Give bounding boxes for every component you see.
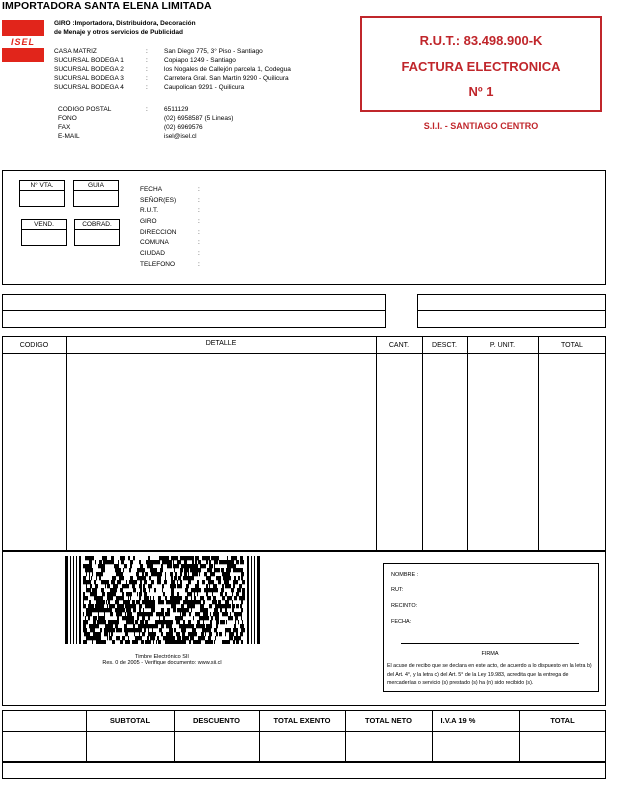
col-punit: P. UNIT.	[489, 342, 516, 349]
reference-box-right	[417, 294, 606, 328]
receipt-box: NOMBRE : RUT: RECINTO: FECHA: FIRMA El acuse de recibo que se declara en este acto, de acuerdo a lo dispuesto en la letra b) del Art. 4°, y la letra c) del Art. 5° de la Ley 19.983, acredita que la entrega de mercaderías o servicio (s) prestado (s) ha (n) sido recibido (s).	[383, 563, 599, 692]
items-table	[2, 336, 606, 551]
client-fields: FECHA : SEÑOR(ES) : R.U.T. : GIRO : DIRECCION : COMUNA : CIUDAD : TELEFONO :	[140, 186, 200, 268]
col-total: TOTAL	[561, 342, 583, 349]
receipt-note: El acuse de recibo que se declara en este acto, de acuerdo a lo dispuesto en la letra b) del Art. 4°, y la letra c) del Art. 5° de la Ley 19.983, acredita que la entrega de mercaderías o servicio (s) prestado (s) ha (n) sido recibido (s).	[387, 663, 592, 686]
total-total: TOTAL	[550, 716, 575, 725]
signature-label: FIRMA	[481, 651, 499, 657]
logo-text: ISEL	[2, 37, 44, 47]
pdf417-barcode-icon	[65, 556, 261, 644]
company-contacts: CODIGO POSTAL : 6511129 FONO (02) 6958587 (5 Lineas) FAX (02) 6969576 E-MAIL isel@isel.cl	[58, 106, 234, 140]
rut-box	[360, 16, 602, 112]
sii-office: S.I.I. - SANTIAGO CENTRO	[423, 121, 539, 131]
col-cant: CANT.	[388, 342, 410, 349]
vta-box: N° VTA.	[19, 180, 65, 207]
document-type: FACTURA ELECTRONICA	[401, 59, 561, 74]
cobrad-box: COBRAD.	[74, 219, 120, 246]
timbre-label: Timbre Electrónico SII Res. 0 de 2005 - Verifique documento: www.sii.cl	[102, 654, 222, 666]
total-exento: TOTAL EXENTO	[273, 716, 331, 725]
total-subtotal: SUBTOTAL	[109, 716, 151, 725]
company-logo	[2, 20, 44, 62]
total-descuento: DESCUENTO	[193, 716, 240, 725]
reference-box-left	[2, 294, 386, 328]
signature-line	[401, 643, 579, 644]
col-desct: DESCT.	[432, 342, 457, 349]
company-addresses: CASA MATRIZ : San Diego 775, 3° Piso - Santiago SUCURSAL BODEGA 1 : Copiapo 1249 - Santiago SUCURSAL BODEGA 2 : los Nogales de Callejón parcela 1, Codegua SUCURSAL BODEGA 3 : Carretera Gral. San Martín 9290 - Quilicura SUCURSAL BODEGA 4 : Caupolican 9291 - Quilicura	[54, 48, 291, 91]
total-iva: I.V.A 19 %	[440, 716, 476, 725]
footer-row	[2, 762, 606, 779]
vend-box: VEND.	[21, 219, 67, 246]
document-number: Nº 1	[468, 84, 494, 99]
company-giro: GIRO :Importadora, Distribuidora, Decoración de Menaje y otros servicios de Publicidad	[54, 20, 196, 36]
rut-number: R.U.T.: 83.498.900-K	[419, 33, 543, 48]
company-name: IMPORTADORA SANTA ELENA LIMITADA	[2, 0, 212, 12]
guia-box: GUIA	[73, 180, 119, 207]
col-codigo: CODIGO	[19, 342, 49, 349]
total-neto: TOTAL NETO	[365, 716, 412, 725]
col-detalle: DETALLE	[205, 340, 237, 347]
